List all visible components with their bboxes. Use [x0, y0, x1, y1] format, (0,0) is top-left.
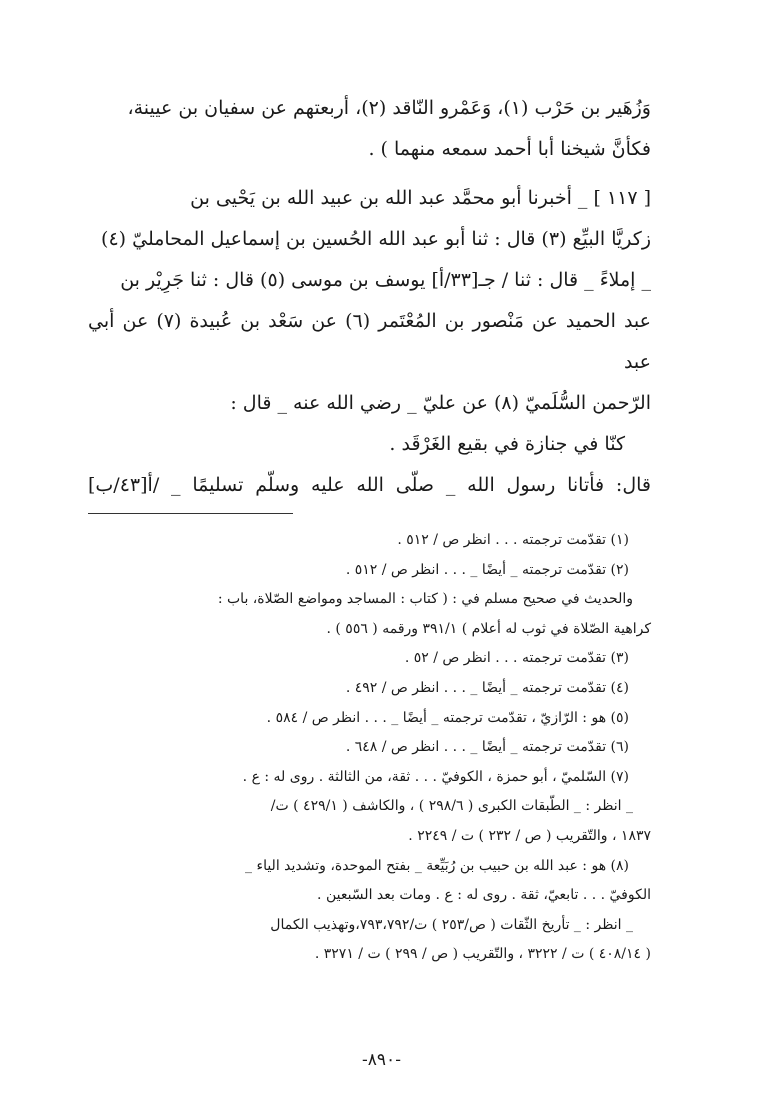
main-line: كنّا في جنازة في بقيع الغَرْقَد .: [389, 433, 625, 455]
footnotes: [88, 526, 651, 970]
footnote-line: ١٨٣٧ ، والتّقريب ( ص / ٢٣٢ ) ت / ٢٢٤٩ .: [408, 827, 651, 844]
main-text: [88, 88, 651, 506]
main-line: زكريَّا البيِّع (٣) قال : ثنا أبو عبد الله الحُسين بن إسماعيل المحامليّ (٤): [101, 228, 651, 250]
main-line: قال: فأتانا رسول الله _ صلّى الله عليه وسلّم تسليمًا _ /أ[٤٣/ب]: [88, 474, 651, 496]
footnote-line: (٥) هو : الرّازيّ ، تقدّمت ترجمته _ أيضًا _ . . . انظر ص / ٥٨٤ .: [266, 709, 629, 726]
main-line: فكأنَّ شيخنا أبا أحمد سمعه منهما ) .: [368, 138, 651, 160]
page-number: -٨٩٠-: [362, 1050, 401, 1070]
footnote-line: (٢) تقدّمت ترجمته _ أيضًا _ . . . انظر ص / ٥١٢ .: [345, 561, 629, 578]
footnote-line: كراهية الصّلاة في ثوب له أعلام ) ٣٩١/١ ورقمه ( ٥٥٦ ) .: [326, 620, 651, 637]
main-line: وَزُهَير بن حَرْب (١)، وَعَمْرو النّاقد (٢)، أربعتهم عن سفيان بن عيينة،: [127, 97, 651, 119]
main-line: _ إملاءً _ قال : ثنا / جـ[٣٣/أ] يوسف بن موسى (٥) قال : ثنا جَرِيْر بن: [120, 269, 651, 291]
main-line: الرّحمن السُّلَميّ (٨) عن عليّ _ رضي الله عنه _ قال :: [230, 392, 651, 414]
footnote-line: (٨) هو : عبد الله بن حبيب بن رُبَيِّعة _ بفتح الموحدة، وتشديد الياء _: [245, 857, 629, 874]
footnote-separator: [88, 513, 293, 514]
main-line: عبد الحميد عن مَنْصور بن المُعْتَمر (٦) عن سَعْد بن عُبيدة (٧) عن أبي عبد: [88, 310, 651, 373]
footnote-line: (١) تقدّمت ترجمته . . . انظر ص / ٥١٢ .: [397, 532, 629, 548]
footnote-line: (٣) تقدّمت ترجمته . . . انظر ص / ٥٢ .: [404, 650, 629, 667]
footnote-line: الكوفيّ . . . تابعيّ، ثقة . روى له : ع . ومات بعد السّبعين .: [317, 887, 651, 904]
footnote-line: (٧) السّلميّ ، أبو حمزة ، الكوفيّ . . . ثقة، من الثالثة . روى له : ع .: [242, 768, 629, 785]
footnote-line: (٤) تقدّمت ترجمته _ أيضًا _ . . . انظر ص / ٤٩٢ .: [345, 679, 629, 696]
hadith-header-line: [ ١١٧ ] _ أخبرنا أبو محمَّد عبد الله بن عبيد الله بن يَحْيى بن: [190, 187, 651, 209]
footnote-line: ( ٤٠٨/١٤ ) ت / ٣٢٢٢ ، والتّقريب ( ص / ٢٩٩ ) ت / ٣٢٧١ .: [314, 946, 651, 963]
footnote-line: _ انظر : _ الطّبقات الكبرى ( ٢٩٨/٦ ) ، والكاشف ( ٤٢٩/١ ) ت/: [270, 798, 633, 815]
footnote-line: _ انظر : _ تأريخ الثّقات ( ص/٢٥٣ ) ت/٧٩٣،٧٩٢،وتهذيب الكمال: [270, 916, 633, 933]
footnote-line: والحديث في صحيح مسلم في : ( كتاب : المساجد ومواضع الصّلاة، باب :: [217, 591, 633, 608]
footnote-line: (٦) تقدّمت ترجمته _ أيضًا _ . . . انظر ص / ٦٤٨ .: [345, 739, 629, 756]
